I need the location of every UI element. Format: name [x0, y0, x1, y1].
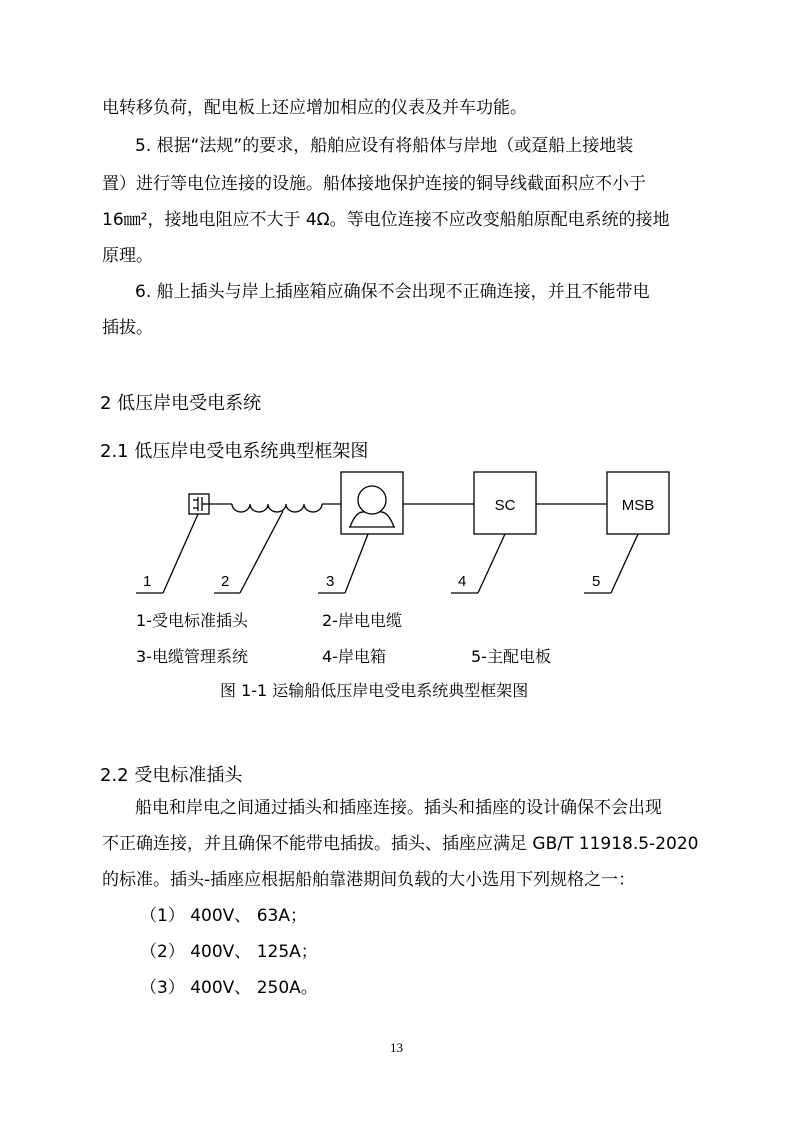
cable-coil-icon — [232, 504, 322, 512]
callout-number: 1 — [143, 573, 152, 590]
subsection-heading: 2.1 低压岸电受电系统典型框架图 — [100, 441, 369, 462]
box-label-msb: MSB — [621, 497, 655, 514]
callout-number: 4 — [458, 573, 467, 590]
paragraph-line: 不正确连接，并且确保不能带电插拔。插头、插座应满足 GB/T 11918.5-2020 — [102, 834, 699, 854]
list-item: （1） 400V、 63A； — [140, 906, 307, 926]
page-number: 13 — [390, 1040, 403, 1055]
section-heading: 2 低压岸电受电系统 — [100, 393, 262, 414]
paragraph-line: 5. 根据“法规”的要求，船舶应设有将船体与岸地（或趸船上接地装 — [135, 136, 634, 156]
subsection-heading: 2.2 受电标准插头 — [100, 765, 243, 786]
legend-item: 2-岸电电缆 — [322, 611, 402, 630]
paragraph-line: 16㎜²，接地电阻应不大于 4Ω。等电位连接不应改变船舶原配电系统的接地 — [102, 210, 670, 230]
legend-item: 4-岸电箱 — [322, 647, 386, 666]
legend-item: 3-电缆管理系统 — [136, 647, 248, 666]
reel-icon — [358, 486, 386, 514]
paragraph-line: 电转移负荷，配电板上还应增加相应的仪表及并车功能。 — [102, 98, 527, 118]
paragraph-line: 6. 船上插头与岸上插座箱应确保不会出现不正确连接，并且不能带电 — [135, 282, 650, 302]
callout-number: 5 — [592, 573, 601, 590]
box-label-sc: SC — [494, 497, 516, 514]
figure-caption: 图 1-1 运输船低压岸电受电系统典型框架图 — [220, 681, 529, 700]
callout-number: 3 — [326, 573, 335, 590]
paragraph-line: 的标准。插头-插座应根据船舶靠港期间负载的大小选用下列规格之一： — [102, 870, 636, 890]
paragraph-line: 置）进行等电位连接的设施。船体接地保护连接的铜导线截面积应不小于 — [102, 174, 646, 194]
list-item: （3） 400V、 250A。 — [140, 978, 318, 998]
paragraph-line: 插拔。 — [102, 318, 153, 338]
callout-number: 2 — [221, 573, 230, 590]
paragraph-line: 原理。 — [102, 246, 153, 266]
legend-item: 5-主配电板 — [471, 647, 551, 666]
list-item: （2） 400V、 125A； — [140, 942, 318, 962]
legend-item: 1-受电标准插头 — [136, 611, 248, 630]
paragraph-line: 船电和岸电之间通过插头和插座连接。插头和插座的设计确保不会出现 — [135, 798, 662, 818]
